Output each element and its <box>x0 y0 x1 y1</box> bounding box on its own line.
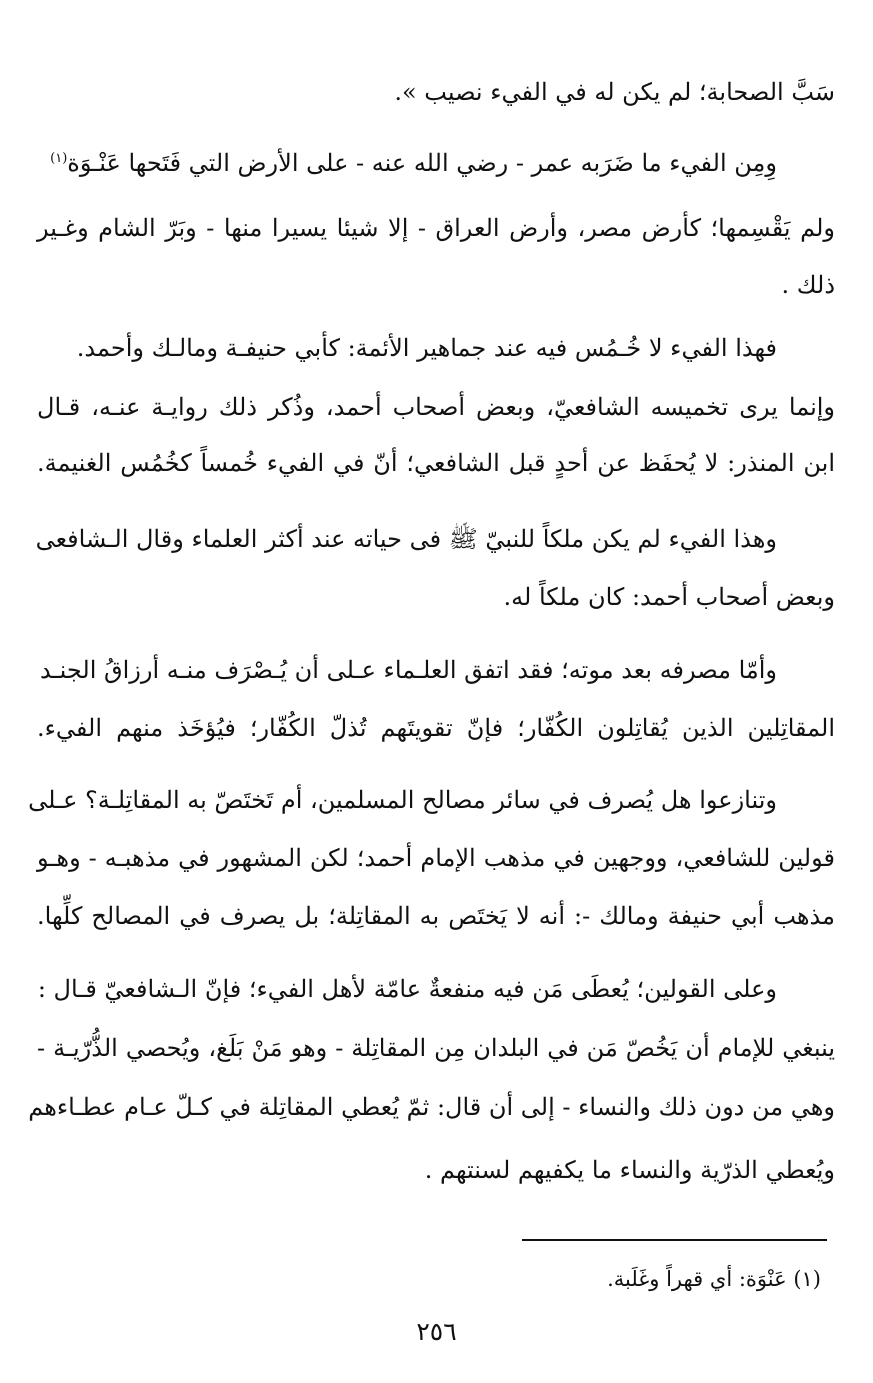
text-line: وهي من دون ذلك والنساء - إلى أن قال: ثمّ يُعطي المقاتِلة في كـلّ عـام عطـاءهم <box>28 1093 835 1121</box>
text-line <box>50 143 777 183</box>
footnote-separator <box>522 1239 827 1241</box>
text-line: ويُعطي الذرّية والنساء ما يكفيهم لسنتهم . <box>424 1156 835 1184</box>
text-line: سَبَّ الصحابة؛ لم يكن له في الفيء نصيب ». <box>394 78 835 106</box>
text-line: مذهب أبي حنيفة ومالك -: أنه لا يَختَص به المقاتِلة؛ بل يصرف في المصالح كلِّها. <box>37 902 835 930</box>
text-line: ابن المنذر: لا يُحفَظ عن أحدٍ قبل الشافعي؛ أنّ في الفيء خُمساً كخُمُس الغنيمة. <box>37 449 835 477</box>
text-line: وأمّا مصرفه بعد موته؛ فقد اتفق العلـماء عـلى أن يُـصْرَف منـه أرزاقُ الجنـد <box>40 656 777 684</box>
text-line: ذلك . <box>781 271 835 299</box>
text-line: ينبغي للإمام أن يَخُصّ مَن في البلدان مِن المقاتِلة - وهو مَنْ بَلَغ، ويُحصي الذُّرّيـة - <box>37 1034 835 1062</box>
text-line: وتنازعوا هل يُصرف في سائر مصالح المسلمين، أم تَختَصّ به المقاتِلـة؟ عـلى <box>28 786 777 814</box>
text-line: وعلى القولين؛ يُعطَى مَن فيه منفعةٌ عامّة لأهل الفيء؛ فإنّ الـشافعيّ قـال : <box>37 975 777 1003</box>
text-line: فهذا الفيء لا خُـمُس فيه عند جماهير الأئمة: كأبي حنيفـة ومالـك وأحمد. <box>76 334 777 362</box>
text-line: وبعض أصحاب أحمد: كان ملكاً له. <box>503 583 835 611</box>
text-line: وهذا الفيء لم يكن ملكاً للنبيّ ﷺ فى حياته عند أكثر العلماء وقال الـشافعى <box>35 525 777 553</box>
text-line: المقاتِلين الذين يُقاتِلون الكُفّار؛ فإنّ تقويتَهم تُذلّ الكُفّار؛ فيُؤخَذ منهم الفيء. <box>37 714 835 742</box>
text-line: وإنما يرى تخميسه الشافعيّ، وبعض أصحاب أحمد، وذُكر ذلك روايـة عنـه، قـال <box>37 393 836 421</box>
footnote: (١) عَنْوَة: أي قهراً وغَلَبة. <box>607 1267 821 1291</box>
page-number: ٢٥٦ <box>416 1317 457 1346</box>
text-line: قولين للشافعي، ووجهين في مذهب الإمام أحمد؛ لكن المشهور في مذهبـه - وهـو <box>37 844 835 872</box>
text-line: ولم يَقْسِمها؛ كأرض مصر، وأرض العراق - إلا شيئا يسيرا منها - وبَرّ الشام وغـير <box>37 214 835 242</box>
text-line-content: وِمِن الفيء ما ضَرَبه عمر - رضي الله عنه - على الأرض التي فَتَحها عَنْـوَة <box>67 149 777 177</box>
footnote-marker: (١) <box>50 151 68 166</box>
